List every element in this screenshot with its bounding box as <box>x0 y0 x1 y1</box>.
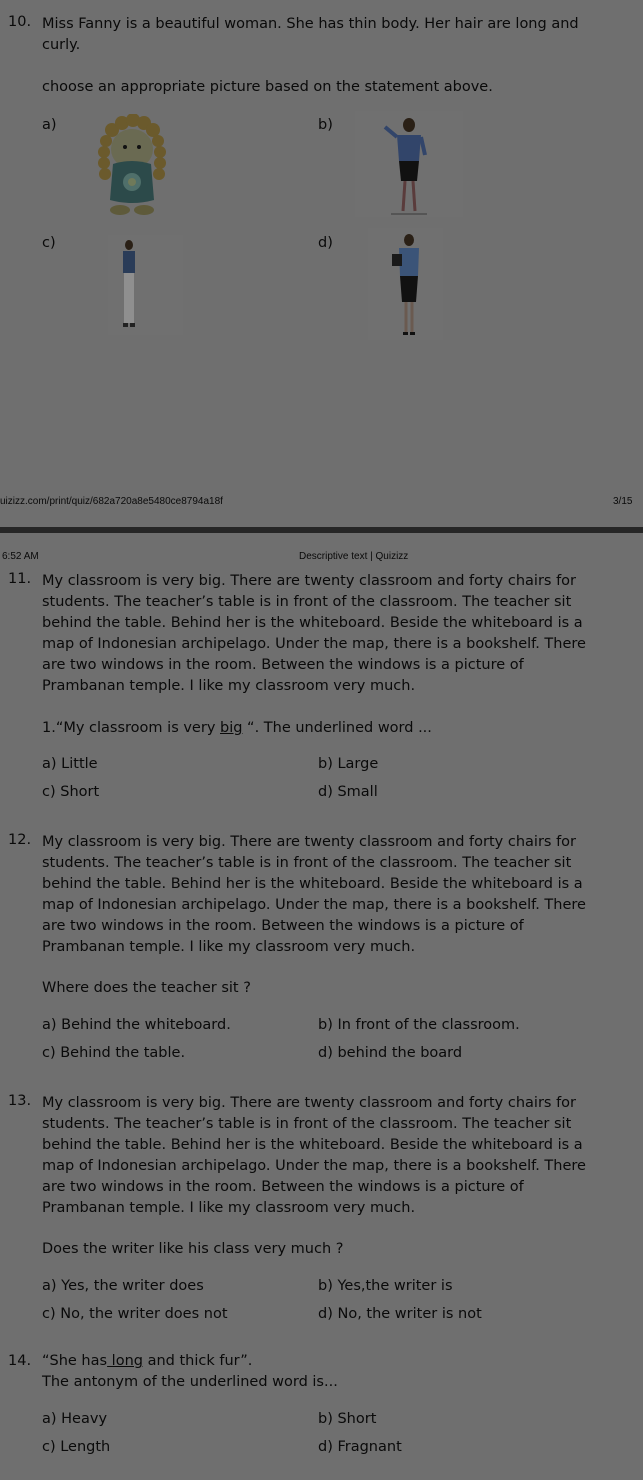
question-12-option-c[interactable]: c) Behind the table. <box>42 1045 186 1061</box>
question-10-statement: Miss Fanny is a beautiful woman. She has thin body. Her hair are long and curly. <box>42 16 579 53</box>
question-10-number: 10. <box>8 14 32 30</box>
question-13-prompt: Does the writer like his class very much ? <box>42 1241 344 1257</box>
question-13-option-a[interactable]: a) Yes, the writer does <box>42 1278 204 1294</box>
question-12-option-d[interactable]: d) behind the board <box>318 1045 463 1061</box>
question-13-number: 13. <box>8 1093 32 1109</box>
question-13-option-b[interactable]: b) Yes,the writer is <box>318 1278 453 1294</box>
question-14-option-a[interactable]: a) Heavy <box>42 1411 108 1427</box>
footer-url: uizizz.com/print/quiz/682a720a8e5480ce8794a18f <box>0 496 223 507</box>
question-14-option-d[interactable]: d) Fragnant <box>318 1439 402 1455</box>
question-14-option-b[interactable]: b) Short <box>318 1411 377 1427</box>
header-title: Descriptive text | Quizizz <box>299 551 409 562</box>
question-12-prompt: Where does the teacher sit ? <box>42 980 251 996</box>
question-12-number: 12. <box>8 832 32 848</box>
question-11-option-c[interactable]: c) Short <box>42 784 100 800</box>
question-11-number: 11. <box>8 571 32 587</box>
option-c-label[interactable]: c) <box>42 235 56 251</box>
option-c-image-young-woman[interactable] <box>108 235 183 335</box>
page-2 <box>0 533 643 1480</box>
question-12-option-b[interactable]: b) In front of the classroom. <box>318 1017 520 1033</box>
question-14-option-c[interactable]: c) Length <box>42 1439 111 1455</box>
option-d-label[interactable]: d) <box>318 235 333 251</box>
question-13-option-d[interactable]: d) No, the writer is not <box>318 1306 482 1322</box>
question-12-option-a[interactable]: a) Behind the whiteboard. <box>42 1017 231 1033</box>
question-11-option-d[interactable]: d) Small <box>318 784 378 800</box>
option-b-image-woman-blazer[interactable] <box>355 111 463 217</box>
question-10-instruction: choose an appropriate picture based on the statement above. <box>42 79 493 95</box>
header-time: 6:52 AM <box>2 551 39 562</box>
question-13-option-c[interactable]: c) No, the writer does not <box>42 1306 228 1322</box>
question-11-passage: My classroom is very big. There are twenty classroom and forty chairs for students. The teacher’s table is in front of the classroom. The teacher sit behind the table. Behind her is the whiteboard. Beside the whiteboard is a map of Indonesian archipelago. Under the map, there is a bookshelf. There are two windows in the room. Between the windows is a picture of Prambanan temple. I like my classroom very much. <box>42 573 586 694</box>
question-14-prompt-line-2: The antonym of the underlined word is... <box>42 1374 338 1390</box>
question-14-prompt: “She has long and thick fur”. <box>42 1353 253 1369</box>
footer-page-number: 3/15 <box>613 496 633 507</box>
option-a-label[interactable]: a) <box>42 117 57 133</box>
question-14-number: 14. <box>8 1353 32 1369</box>
question-13-passage: My classroom is very big. There are twenty classroom and forty chairs for students. The teacher’s table is in front of the classroom. The teacher sit behind the table. Behind her is the whiteboard. Beside the whiteboard is a map of Indonesian archipelago. Under the map, there is a bookshelf. There are two windows in the room. Between the windows is a picture of Prambanan temple. I like my classroom very much. <box>42 1095 586 1216</box>
option-a-image-curly-girl[interactable] <box>98 114 166 218</box>
question-12-passage: My classroom is very big. There are twenty classroom and forty chairs for students. The teacher’s table is in front of the classroom. The teacher sit behind the table. Behind her is the whiteboard. Beside the whiteboard is a map of Indonesian archipelago. Under the map, there is a bookshelf. There are two windows in the room. Between the windows is a picture of Prambanan temple. I like my classroom very much. <box>42 834 586 955</box>
question-11-option-b[interactable]: b) Large <box>318 756 379 772</box>
option-d-image-woman-folder[interactable] <box>368 228 443 340</box>
page-1 <box>0 0 643 527</box>
question-11-prompt: 1.“My classroom is very big “. The underlined word ... <box>42 720 432 736</box>
option-b-label[interactable]: b) <box>318 117 333 133</box>
question-11-option-a[interactable]: a) Little <box>42 756 98 772</box>
